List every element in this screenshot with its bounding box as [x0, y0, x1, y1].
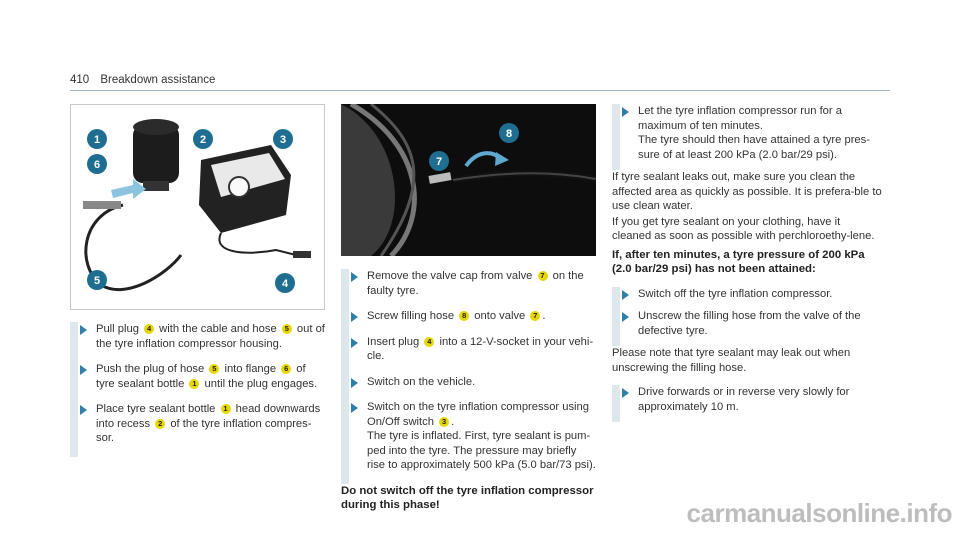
watermark: carmanualsonline.info	[686, 498, 952, 528]
page-header	[70, 74, 215, 86]
badge: 5	[209, 364, 219, 374]
page-number: 410	[70, 74, 90, 86]
step-place-bottle: Place tyre sealant bottle 1 head downwards into recess 2 of the tyre inflation compres-sor.	[70, 402, 325, 457]
callout-7: 7	[435, 156, 443, 168]
callout-3: 3	[279, 134, 287, 146]
section-title: Breakdown assistance	[100, 74, 216, 86]
badge: 1	[221, 404, 231, 414]
header-divider	[70, 90, 890, 91]
step-drive: Drive forwards or in reverse very slowly for approximately 10 m.	[612, 385, 882, 422]
badge: 3	[439, 417, 449, 427]
col3-steps-mid	[612, 287, 882, 347]
step-screw-hose: Screw filling hose 8 onto valve 7 .	[341, 309, 596, 335]
badge: 2	[155, 419, 165, 429]
clothing-paragraph: If you get tyre sealant on your clothing, have it cleaned as soon as possible with perchloroethy-lene.	[612, 215, 875, 242]
step-insert-plug: Insert plug 4 into a 12-V-socket in your vehi-cle.	[341, 335, 596, 375]
badge: 7	[530, 311, 540, 321]
step-let-run: Let the tyre inflation compressor run for a maximum of ten minutes. The tyre should then have attained a tyre pres-sure of at least 200 kPa (2.0 bar/29 psi).	[612, 104, 882, 170]
col3-steps-top	[612, 104, 882, 170]
valve-illustration	[341, 104, 596, 256]
callout-1: 1	[93, 134, 101, 146]
step-remove-cap: Remove the valve cap from valve 7 on the faulty tyre.	[341, 269, 596, 309]
callout-5: 5	[93, 275, 101, 287]
column-2	[341, 104, 596, 513]
badge: 4	[144, 324, 154, 334]
leak-paragraph: If tyre sealant leaks out, make sure you clean the affected area as quickly as possible. It is prefera-ble to use clean water.	[612, 171, 882, 212]
badge: 7	[538, 271, 548, 281]
badge: 6	[281, 364, 291, 374]
col1-steps	[70, 322, 325, 457]
figure-callouts	[429, 123, 519, 171]
column-1	[70, 104, 325, 457]
badge: 8	[459, 311, 469, 321]
column-3	[612, 104, 882, 422]
step-switch-off: Switch off the tyre inflation compressor.	[612, 287, 882, 310]
badge: 1	[189, 379, 199, 389]
callout-4: 4	[281, 278, 289, 290]
callout-2: 2	[199, 134, 207, 146]
step-push-plug: Push the plug of hose 5 into flange 6 of tyre sealant bottle 1 until the plug engages.	[70, 362, 325, 402]
badge: 4	[424, 337, 434, 347]
callout-8: 8	[505, 128, 513, 140]
pressure-heading: If, after ten minutes, a tyre pressure of 200 kPa (2.0 bar/29 psi) has not been attained:	[612, 248, 865, 275]
compressor-illustration	[71, 105, 324, 309]
step-switch-vehicle: Switch on the vehicle.	[341, 375, 596, 401]
note-paragraph: Please note that tyre sealant may leak out when unscrewing the filling hose.	[612, 347, 851, 374]
badge: 5	[282, 324, 292, 334]
warning-text: Do not switch off the tyre inflation compressor during this phase!	[341, 484, 594, 511]
col2-steps	[341, 269, 596, 484]
step-pull-plug: Pull plug 4 with the cable and hose 5 out of the tyre inflation compressor housing.	[70, 322, 325, 362]
compressor-figure	[70, 104, 325, 310]
valve-photo	[341, 104, 596, 256]
callout-6: 6	[93, 159, 101, 171]
step-unscrew: Unscrew the filling hose from the valve of the defective tyre.	[612, 309, 882, 346]
step-switch-compressor: Switch on the tyre inflation compressor using On/Off switch 3 . The tyre is inflated. First, tyre sealant is pum-ped into the tyre. The pressure may briefly rise to approximately 500 kPa (5.0 bar/73 psi).	[341, 400, 596, 484]
col3-steps-bottom	[612, 385, 882, 422]
